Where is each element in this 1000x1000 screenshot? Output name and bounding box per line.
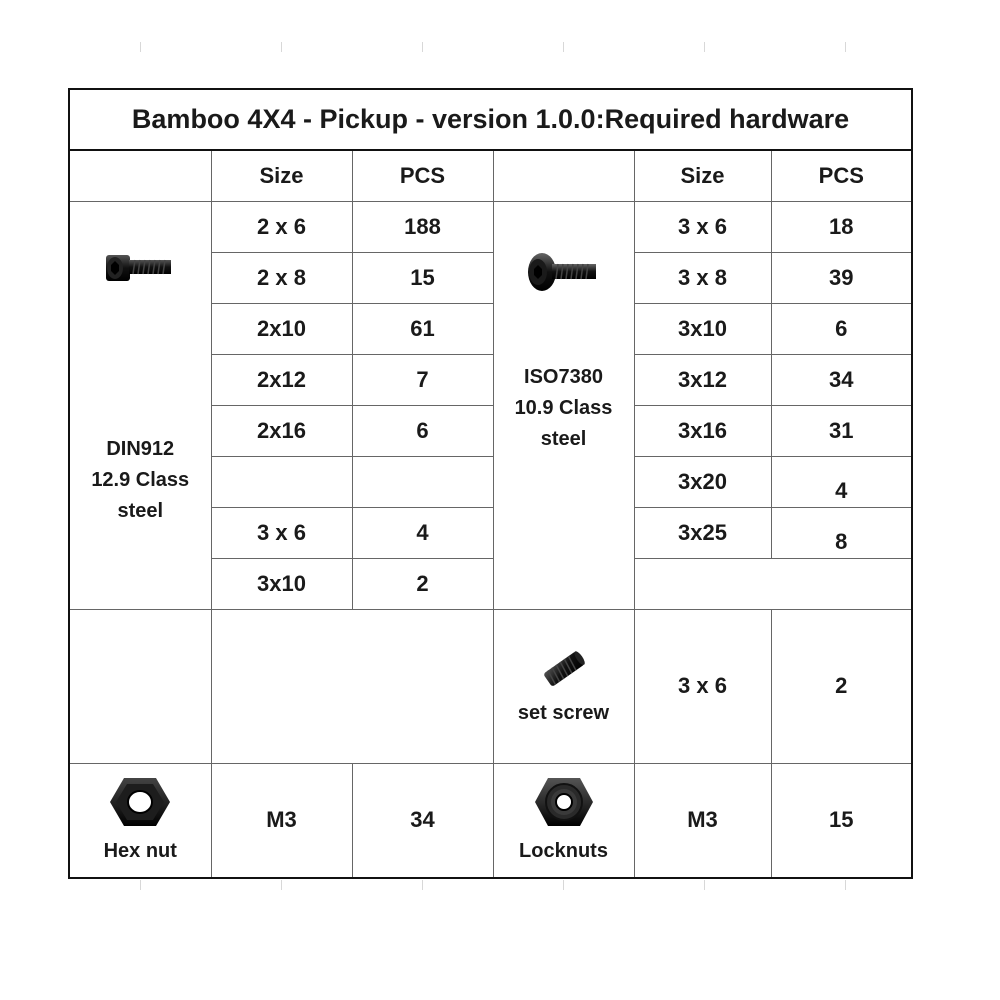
iso7380-size-4: 3x12	[634, 354, 771, 405]
locknut-label: Locknuts	[519, 839, 608, 862]
din912-size-8: 3x10	[211, 558, 352, 609]
header-pcs-right: PCS	[771, 150, 912, 201]
set-screw-size: 3 x 6	[634, 609, 771, 763]
header-empty-left	[69, 150, 211, 201]
din912-pcs-1: 188	[352, 201, 493, 252]
din912-class: 12.9 Class	[91, 468, 190, 491]
button-head-screw-icon	[524, 248, 604, 294]
set-screw-label: set screw	[517, 701, 610, 724]
din912-pcs-2: 15	[352, 252, 493, 303]
din912-pcs-7: 4	[352, 507, 493, 558]
iso7380-pcs-7: 8	[835, 528, 848, 554]
header-pcs-left: PCS	[352, 150, 493, 201]
iso7380-pcs-4: 34	[771, 354, 912, 405]
header-size-right: Size	[634, 150, 771, 201]
iso7380-pcs-6: 4	[835, 477, 848, 503]
hex-nut-label: Hex nut	[103, 839, 177, 862]
din912-size-7: 3 x 6	[211, 507, 352, 558]
hex-nut-size: M3	[211, 763, 352, 878]
socket-head-cap-screw-icon	[102, 247, 178, 287]
iso7380-size-6: 3x20	[634, 456, 771, 507]
iso7380-pcs-1: 18	[771, 201, 912, 252]
set-screw-pcs: 2	[771, 609, 912, 763]
empty-left-block-a	[69, 609, 211, 763]
hardware-table	[68, 88, 913, 879]
din912-cell	[69, 201, 211, 609]
din912-pcs-4: 7	[352, 354, 493, 405]
iso7380-empty-row	[634, 558, 912, 609]
din912-size-4: 2x12	[211, 354, 352, 405]
empty-left-block-b	[211, 609, 493, 763]
iso7380-pcs-6-cell	[771, 456, 912, 507]
iso7380-cell	[493, 201, 634, 609]
iso7380-size-3: 3x10	[634, 303, 771, 354]
hex-nut-pcs: 34	[352, 763, 493, 878]
din912-size-3: 2x10	[211, 303, 352, 354]
iso7380-pcs-7-cell	[771, 507, 912, 558]
iso7380-size-5: 3x16	[634, 405, 771, 456]
din912-pcs-8: 2	[352, 558, 493, 609]
iso7380-standard: ISO7380	[524, 365, 603, 388]
iso7380-size-2: 3 x 8	[634, 252, 771, 303]
din912-size-2: 2 x 8	[211, 252, 352, 303]
set-screw-icon	[536, 644, 592, 694]
header-empty-right	[493, 150, 634, 201]
iso7380-class: 10.9 Class	[514, 396, 613, 419]
din912-material: steel	[117, 499, 164, 522]
din912-size-1: 2 x 6	[211, 201, 352, 252]
table-title: Bamboo 4X4 - Pickup - version 1.0.0:Required hardware	[69, 89, 912, 150]
din912-pcs-3: 61	[352, 303, 493, 354]
locknut-pcs: 15	[771, 763, 912, 878]
locknut-icon	[532, 774, 596, 830]
din912-pcs-6	[352, 456, 493, 507]
iso7380-pcs-2: 39	[771, 252, 912, 303]
hex-nut-icon	[107, 774, 173, 830]
iso7380-material: steel	[540, 427, 587, 450]
din912-size-5: 2x16	[211, 405, 352, 456]
iso7380-size-7: 3x25	[634, 507, 771, 558]
iso7380-pcs-3: 6	[771, 303, 912, 354]
set-screw-cell	[493, 609, 634, 763]
locknut-size: M3	[634, 763, 771, 878]
din912-pcs-5: 6	[352, 405, 493, 456]
locknut-cell	[493, 763, 634, 878]
hex-nut-cell	[69, 763, 211, 878]
iso7380-pcs-5: 31	[771, 405, 912, 456]
din912-standard: DIN912	[106, 437, 175, 460]
header-size-left: Size	[211, 150, 352, 201]
iso7380-size-1: 3 x 6	[634, 201, 771, 252]
din912-size-6	[211, 456, 352, 507]
